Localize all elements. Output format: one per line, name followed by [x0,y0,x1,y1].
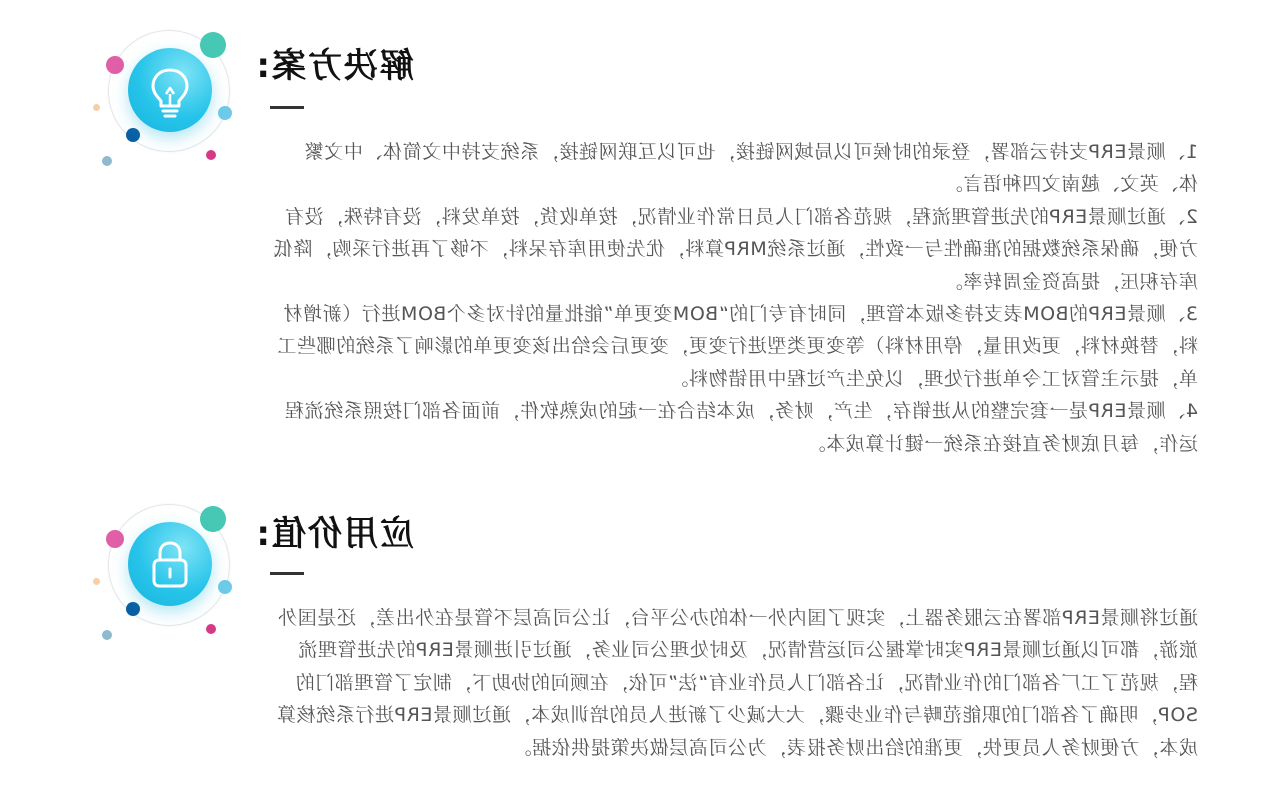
lock-icon [128,522,212,606]
paragraph: 通过将顺景ERP部署在云服务器上，实现了国内外一体的办公平台，让公司高层不管是在外出差，还是国外旅游，都可以通过顺景ERP实时掌握公司运营情况，及时处理公司业务，通过引进顺景ERP的先进管理流程，规范了工厂各部门的作业情况，让各部门人员作业有“法”可依，在顾问的协助下，制定了管理部门的SOP，明确了各部门的职能范畴与作业步骤，大大减少了新进人员的培训成本，通过顺景ERP进行系统核算成本，方便财务人员更快，更准的给出财务报表，为公司高层做决策提供依据。 [276,607,1198,759]
decor-dot [106,56,124,74]
decor-dot [206,150,216,160]
decor-dot [93,104,100,111]
value-icon-cluster [84,496,244,646]
paragraph: 1、顺景ERP支持云部署，登录的时候可以局域网链接，也可以互联网链接，系统支持中文简体、中文繁体、英文、越南文四种语言。 [304,141,1198,196]
decor-dot [102,156,112,166]
decor-dot [102,630,112,640]
section-title: 应用价值: [254,514,414,554]
paragraph: 4、顺景ERP是一套完整的从进销存，生产，财务，成本结合在一起的成熟软件，前面各部门按照系统流程运作，每月底财务直接在系统一键计算成本。 [284,400,1198,455]
decor-dot [106,530,124,548]
solution-icon-cluster [84,22,244,172]
decor-dot [206,624,216,634]
title-underline [270,106,304,109]
section-body [270,602,1198,764]
section-body [270,136,1198,460]
paragraph: 2、通过顺景ERP的先进管理流程，规范各部门人员日常作业情况，按单收货，按单发料，没有特殊，没有方便，确保系统数据的准确性与一致性，通过系统MRP算料，优先使用库存呆料，不够了再进行采购，降低库存积压，提高资金周转率。 [273,205,1198,293]
icon-circle [128,522,212,606]
section-title: 解决方案: [254,46,414,86]
icon-circle [128,48,212,132]
decor-dot [93,578,100,585]
decor-dot [218,580,232,594]
title-underline [270,572,304,575]
decor-dot [218,106,232,120]
lightbulb-icon [128,48,212,132]
paragraph: 3、顺景ERP的BOM表支持多版本管理，同时有专门的“BOM变更单”能批量的针对多个BOM进行（新增材料，替换材料，更改用量，停用材料）等变更类型进行变更，变更后会给出该变更单的影响了系统的哪些工单，提示主管对工令单进行处理，以免生产过程中用错物料。 [276,303,1198,390]
